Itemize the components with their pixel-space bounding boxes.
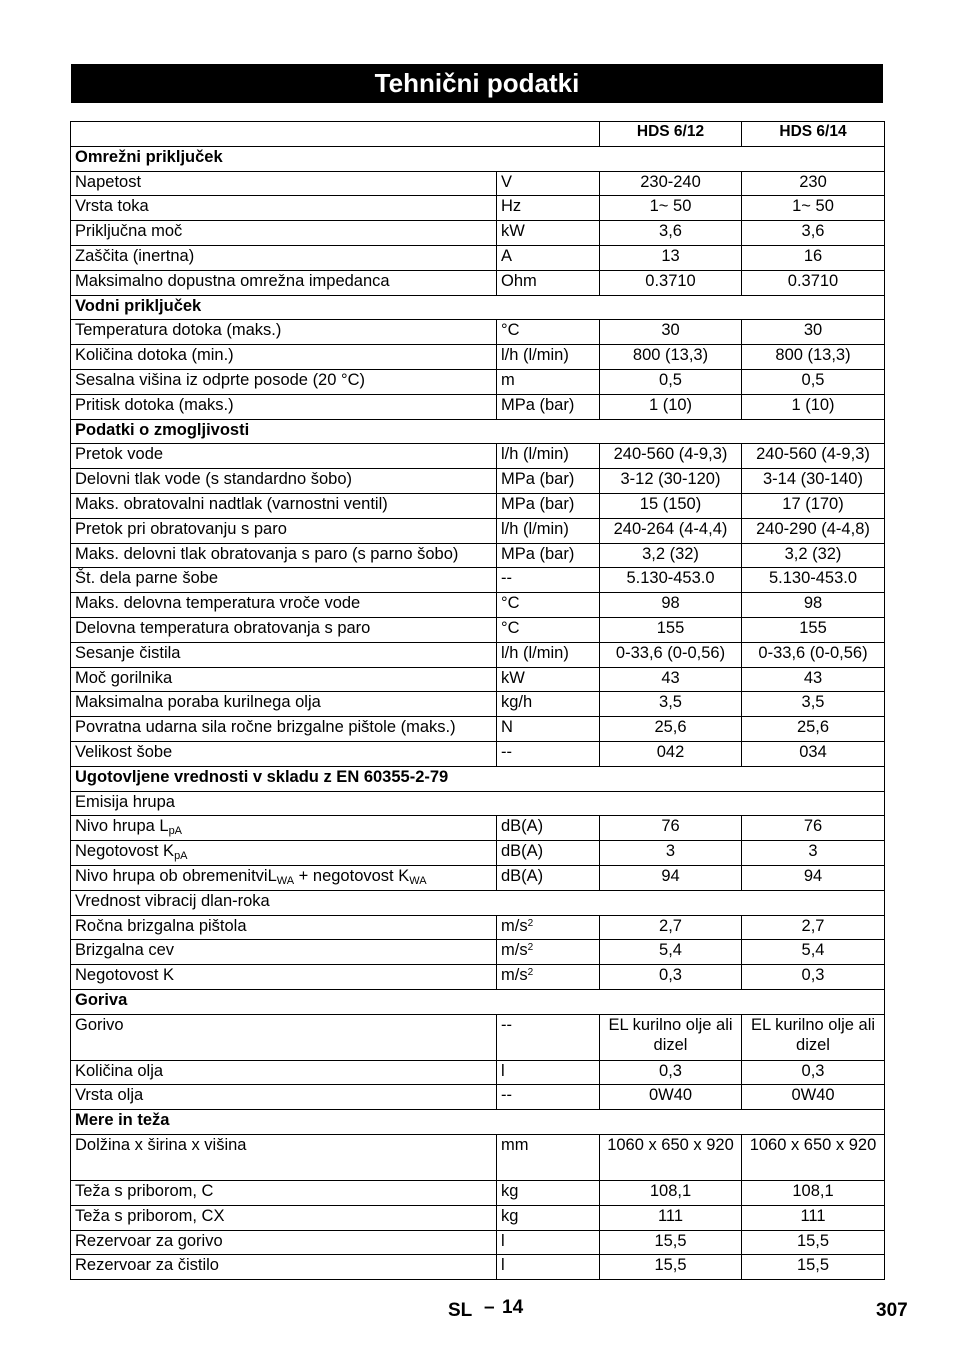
row-label: Št. dela parne šobe: [75, 569, 219, 588]
row-value-hds-6-14: 17 (170): [742, 493, 885, 518]
table-row: [71, 642, 885, 667]
row-label-cell: [71, 717, 497, 742]
row-label-cell: [71, 940, 497, 965]
row-value-hds-6-12: 43: [600, 667, 742, 692]
row-value-hds-6-14: 94: [742, 865, 885, 890]
row-unit: MPa (bar): [501, 544, 575, 563]
row-value-hds-6-12: 1~ 50: [600, 196, 742, 221]
table-row: [71, 171, 885, 196]
row-label-cell: [71, 617, 497, 642]
footer-dash: –: [484, 1297, 495, 1318]
row-unit: MPa (bar): [501, 494, 575, 513]
row-label-cell: [71, 642, 497, 667]
row-unit-cell: [497, 270, 600, 295]
section-title: Ugotovljene vrednosti v skladu z EN 60355-2-79: [71, 766, 885, 791]
row-label: Temperatura dotoka (maks.): [75, 321, 282, 340]
row-value-hds-6-12: 240-560 (4-9,3): [600, 444, 742, 469]
row-label-cell: [71, 1205, 497, 1230]
row-label: Moč gorilnika: [75, 668, 173, 687]
row-unit: Hz: [501, 197, 522, 216]
section-row: [71, 766, 885, 791]
table-row: [71, 518, 885, 543]
row-unit-cell: [497, 221, 600, 246]
row-unit: m: [501, 370, 515, 389]
row-value-hds-6-12: 5.130-453.0: [600, 568, 742, 593]
row-unit-cell: [497, 320, 600, 345]
row-value-hds-6-14: 0W40: [742, 1085, 885, 1110]
section-row: [71, 989, 885, 1014]
table-header-row: [71, 122, 885, 147]
row-label: Sesalna višina iz odprte posode (20 °C): [75, 370, 366, 389]
footer-total-page: 307: [876, 1300, 908, 1321]
row-unit: m/s: [501, 941, 528, 960]
footer-language: SL: [448, 1300, 473, 1321]
row-label: Pritisk dotoka (maks.): [75, 395, 234, 414]
row-value-hds-6-12: 15,5: [600, 1255, 742, 1280]
row-unit: --: [501, 569, 512, 588]
row-value-hds-6-14: 0,3: [742, 1060, 885, 1085]
row-label-cell: [71, 965, 497, 990]
row-value-hds-6-12: 3,6: [600, 221, 742, 246]
row-unit: l/h (l/min): [501, 643, 569, 662]
row-label-cell: [71, 1181, 497, 1206]
row-label: Brizgalna cev: [75, 941, 175, 960]
row-unit: dB(A): [501, 866, 544, 885]
table-row: [71, 245, 885, 270]
row-value-hds-6-14: 0-33,6 (0-0,56): [742, 642, 885, 667]
row-value-hds-6-14: 15,5: [742, 1230, 885, 1255]
table-row: [71, 791, 885, 816]
row-unit-cell: [497, 865, 600, 890]
row-unit-superscript: 2: [527, 967, 534, 979]
table-row: [71, 221, 885, 246]
row-unit-cell: [497, 568, 600, 593]
row-unit: N: [501, 718, 513, 737]
row-label-cell: [71, 345, 497, 370]
row-label: Nivo hrupa L: [75, 817, 169, 836]
row-value-hds-6-14: 98: [742, 593, 885, 618]
row-label-subscript: pA: [168, 825, 183, 838]
row-label: Vrsta toka: [75, 197, 149, 216]
row-unit-cell: [497, 816, 600, 841]
row-label-cell: [71, 667, 497, 692]
row-label-cell: [71, 1135, 497, 1181]
row-value-hds-6-12: 5,4: [600, 940, 742, 965]
row-value-hds-6-12: 240-264 (4-4,4): [600, 518, 742, 543]
row-label-subscript: WA: [276, 874, 295, 887]
row-unit-cell: [497, 1060, 600, 1085]
row-label-cell: [71, 270, 497, 295]
row-value-hds-6-14: 034: [742, 741, 885, 766]
table-row: [71, 890, 885, 915]
table-row: [71, 965, 885, 990]
row-unit: l/h (l/min): [501, 445, 569, 464]
section-row: [71, 146, 885, 171]
row-label-cell: [71, 915, 497, 940]
row-label: Velikost šobe: [75, 742, 173, 761]
row-unit: dB(A): [501, 842, 544, 861]
table-row: [71, 1085, 885, 1110]
row-value-hds-6-14: 230: [742, 171, 885, 196]
row-value-hds-6-14: 76: [742, 816, 885, 841]
row-label: Negotovost K: [75, 966, 175, 985]
row-unit: l/h (l/min): [501, 346, 569, 365]
section-row: [71, 1110, 885, 1135]
row-unit-cell: [497, 369, 600, 394]
row-label-continued: + negotovost K: [294, 866, 410, 885]
row-value-hds-6-14: 1060 x 650 x 920: [742, 1135, 885, 1181]
row-unit-cell: [497, 394, 600, 419]
spec-table-body: [71, 122, 885, 1280]
row-value-hds-6-14: 108,1: [742, 1181, 885, 1206]
row-value-hds-6-14: 1~ 50: [742, 196, 885, 221]
row-value-hds-6-12: 13: [600, 245, 742, 270]
spec-table: [70, 121, 885, 1280]
row-unit-cell: [497, 1014, 600, 1060]
section-title: Goriva: [71, 989, 885, 1014]
row-unit: kg: [501, 1206, 519, 1225]
row-unit-cell: [497, 1085, 600, 1110]
row-value-hds-6-14: 5.130-453.0: [742, 568, 885, 593]
row-unit-cell: [497, 1230, 600, 1255]
row-label-cell: [71, 741, 497, 766]
row-label-subscript-2: WA: [409, 874, 427, 887]
row-label: Delovna temperatura obratovanja s paro: [75, 618, 371, 637]
table-row: [71, 543, 885, 568]
table-row: [71, 593, 885, 618]
table-row: [71, 617, 885, 642]
header-model-2: HDS 6/14: [742, 122, 885, 147]
footer-page-number: 14: [502, 1297, 524, 1318]
row-value-hds-6-12: 0.3710: [600, 270, 742, 295]
row-label: Priključna moč: [75, 222, 183, 241]
row-unit: dB(A): [501, 817, 544, 836]
row-unit: m/s: [501, 916, 528, 935]
row-unit-cell: [497, 171, 600, 196]
table-row: [71, 444, 885, 469]
table-row: [71, 741, 885, 766]
row-value-hds-6-14: 3,6: [742, 221, 885, 246]
row-value-hds-6-14: 800 (13,3): [742, 345, 885, 370]
row-unit: °C: [501, 618, 520, 637]
row-unit-cell: [497, 245, 600, 270]
row-label-cell: [71, 1085, 497, 1110]
row-label-cell: [71, 1060, 497, 1085]
row-value-hds-6-12: 0,3: [600, 1060, 742, 1085]
row-unit-cell: [497, 841, 600, 866]
row-label: Pretok vode: [75, 445, 164, 464]
row-value-hds-6-14: 15,5: [742, 1255, 885, 1280]
row-value-hds-6-12: 0W40: [600, 1085, 742, 1110]
row-unit: kg/h: [501, 693, 533, 712]
row-unit: kg: [501, 1182, 519, 1201]
row-label-cell: [71, 493, 497, 518]
row-value-hds-6-12: 0,5: [600, 369, 742, 394]
table-row: [71, 841, 885, 866]
row-label-cell: [71, 444, 497, 469]
row-value-hds-6-12: 76: [600, 816, 742, 841]
row-unit-cell: [497, 940, 600, 965]
row-unit: °C: [501, 321, 520, 340]
row-unit: l: [501, 1231, 505, 1250]
row-value-hds-6-14: 3-14 (30-140): [742, 469, 885, 494]
table-row: [71, 915, 885, 940]
row-value-hds-6-12: 3,2 (32): [600, 543, 742, 568]
page-title: Tehnični podatki: [71, 64, 883, 103]
row-value-hds-6-12: 1 (10): [600, 394, 742, 419]
row-label: Količina olja: [75, 1061, 164, 1080]
row-label-cell: [71, 518, 497, 543]
row-value-hds-6-14: 30: [742, 320, 885, 345]
row-label: Ročna brizgalna pištola: [75, 916, 247, 935]
row-label: Maks. obratovalni nadtlak (varnostni ventil): [75, 494, 388, 513]
row-value-hds-6-14: 3,2 (32): [742, 543, 885, 568]
row-value-hds-6-12: 155: [600, 617, 742, 642]
header-model-1: HDS 6/12: [600, 122, 742, 147]
row-label-cell: [71, 1014, 497, 1060]
row-unit-superscript: 2: [527, 917, 534, 929]
section-row: [71, 295, 885, 320]
row-value-hds-6-12: 3-12 (30-120): [600, 469, 742, 494]
row-unit: m/s: [501, 966, 528, 985]
row-unit: °C: [501, 594, 520, 613]
table-row: [71, 469, 885, 494]
section-title: Vodni priključek: [71, 295, 885, 320]
row-label-subscript: pA: [174, 850, 188, 863]
row-label-cell: [71, 593, 497, 618]
row-value-hds-6-14: 0.3710: [742, 270, 885, 295]
row-unit-cell: [497, 593, 600, 618]
subsection-label: Emisija hrupa: [71, 791, 885, 816]
row-label: Povratna udarna sila ročne brizgalne pištole (maks.): [75, 718, 456, 737]
row-unit: l: [501, 1256, 505, 1275]
row-unit-cell: [497, 1135, 600, 1181]
row-label-cell: [71, 320, 497, 345]
table-row: [71, 270, 885, 295]
row-unit-cell: [497, 1181, 600, 1206]
row-value-hds-6-12: 30: [600, 320, 742, 345]
table-row: [71, 394, 885, 419]
row-unit: Ohm: [501, 271, 537, 290]
row-label: Količina dotoka (min.): [75, 346, 234, 365]
row-value-hds-6-14: 155: [742, 617, 885, 642]
table-row: [71, 692, 885, 717]
row-unit-cell: [497, 741, 600, 766]
row-value-hds-6-12: 1060 x 650 x 920: [600, 1135, 742, 1181]
row-value-hds-6-14: 2,7: [742, 915, 885, 940]
row-value-hds-6-12: 98: [600, 593, 742, 618]
row-unit: mm: [501, 1136, 529, 1155]
row-value-hds-6-14: 3,5: [742, 692, 885, 717]
row-unit: kW: [501, 668, 525, 687]
subsection-label: Vrednost vibracij dlan-roka: [71, 890, 885, 915]
row-unit-cell: [497, 915, 600, 940]
table-row: [71, 1135, 885, 1181]
header-empty-cell: [71, 122, 600, 147]
row-label: Nivo hrupa ob obremenitviL: [75, 866, 277, 885]
row-unit: MPa (bar): [501, 470, 575, 489]
row-value-hds-6-12: 15 (150): [600, 493, 742, 518]
row-value-hds-6-12: 111: [600, 1205, 742, 1230]
row-label: Pretok pri obratovanju s paro: [75, 519, 287, 538]
row-label: Dolžina x širina x višina: [75, 1136, 247, 1155]
row-label: Gorivo: [75, 1015, 124, 1034]
table-row: [71, 493, 885, 518]
row-unit: kW: [501, 222, 525, 241]
row-value-hds-6-14: 0,5: [742, 369, 885, 394]
row-label: Delovni tlak vode (s standardno šobo): [75, 470, 352, 489]
row-value-hds-6-14: EL kurilno olje ali dizel: [742, 1014, 885, 1060]
row-label: Vrsta olja: [75, 1086, 144, 1105]
row-value-hds-6-12: EL kurilno olje ali dizel: [600, 1014, 742, 1060]
row-unit-cell: [497, 642, 600, 667]
table-row: [71, 1181, 885, 1206]
table-row: [71, 345, 885, 370]
row-value-hds-6-12: 042: [600, 741, 742, 766]
row-label-cell: [71, 543, 497, 568]
row-label: Sesanje čistila: [75, 643, 181, 662]
row-value-hds-6-12: 108,1: [600, 1181, 742, 1206]
row-value-hds-6-12: 2,7: [600, 915, 742, 940]
row-value-hds-6-14: 25,6: [742, 717, 885, 742]
row-value-hds-6-14: 3: [742, 841, 885, 866]
table-row: [71, 1060, 885, 1085]
row-unit-cell: [497, 444, 600, 469]
table-row: [71, 369, 885, 394]
row-unit: l: [501, 1061, 505, 1080]
row-label-cell: [71, 369, 497, 394]
row-value-hds-6-14: 16: [742, 245, 885, 270]
row-unit-superscript: 2: [527, 942, 534, 954]
row-label-cell: [71, 692, 497, 717]
row-unit-cell: [497, 518, 600, 543]
row-label-cell: [71, 1255, 497, 1280]
row-label: Negotovost K: [75, 842, 175, 861]
row-label-cell: [71, 221, 497, 246]
row-unit: --: [501, 1015, 512, 1034]
row-unit: MPa (bar): [501, 395, 575, 414]
row-unit: V: [501, 172, 513, 191]
row-label-cell: [71, 1230, 497, 1255]
row-value-hds-6-14: 240-290 (4-4,8): [742, 518, 885, 543]
row-unit-cell: [497, 1255, 600, 1280]
row-label: Zaščita (inertna): [75, 246, 195, 265]
section-row: [71, 419, 885, 444]
row-unit-cell: [497, 345, 600, 370]
row-label: Maksimalna poraba kurilnega olja: [75, 693, 321, 712]
row-label: Maks. delovni tlak obratovanja s paro (s parno šobo): [75, 544, 459, 563]
row-value-hds-6-14: 0,3: [742, 965, 885, 990]
table-row: [71, 1255, 885, 1280]
row-unit-cell: [497, 717, 600, 742]
row-label-cell: [71, 816, 497, 841]
row-unit: --: [501, 742, 512, 761]
row-label-cell: [71, 469, 497, 494]
row-label: Maks. delovna temperatura vroče vode: [75, 594, 361, 613]
row-label: Teža s priborom, C: [75, 1182, 214, 1201]
row-label-cell: [71, 245, 497, 270]
section-title: Mere in teža: [71, 1110, 885, 1135]
row-value-hds-6-12: 0,3: [600, 965, 742, 990]
table-row: [71, 865, 885, 890]
row-unit: l/h (l/min): [501, 519, 569, 538]
row-unit-cell: [497, 196, 600, 221]
row-unit-cell: [497, 667, 600, 692]
row-value-hds-6-14: 1 (10): [742, 394, 885, 419]
row-unit-cell: [497, 543, 600, 568]
row-value-hds-6-12: 94: [600, 865, 742, 890]
section-title: Omrežni priključek: [71, 146, 885, 171]
row-value-hds-6-12: 3: [600, 841, 742, 866]
row-unit: A: [501, 246, 513, 265]
row-label-cell: [71, 865, 497, 890]
table-row: [71, 320, 885, 345]
section-title: Podatki o zmogljivosti: [71, 419, 885, 444]
row-label-cell: [71, 394, 497, 419]
row-unit-cell: [497, 617, 600, 642]
row-label: Maksimalno dopustna omrežna impedanca: [75, 271, 390, 290]
row-label-cell: [71, 841, 497, 866]
table-row: [71, 667, 885, 692]
row-value-hds-6-14: 240-560 (4-9,3): [742, 444, 885, 469]
row-value-hds-6-12: 0-33,6 (0-0,56): [600, 642, 742, 667]
table-row: [71, 1205, 885, 1230]
row-value-hds-6-12: 15,5: [600, 1230, 742, 1255]
table-row: [71, 1014, 885, 1060]
table-row: [71, 1230, 885, 1255]
row-value-hds-6-12: 800 (13,3): [600, 345, 742, 370]
table-row: [71, 196, 885, 221]
row-value-hds-6-12: 25,6: [600, 717, 742, 742]
row-label-cell: [71, 196, 497, 221]
row-unit-cell: [497, 469, 600, 494]
table-row: [71, 940, 885, 965]
row-label: Rezervoar za gorivo: [75, 1231, 223, 1250]
row-value-hds-6-14: 111: [742, 1205, 885, 1230]
table-row: [71, 568, 885, 593]
table-row: [71, 717, 885, 742]
row-unit-cell: [497, 493, 600, 518]
row-unit-cell: [497, 692, 600, 717]
row-unit-cell: [497, 1205, 600, 1230]
row-unit: --: [501, 1086, 512, 1105]
row-value-hds-6-14: 5,4: [742, 940, 885, 965]
row-value-hds-6-12: 230-240: [600, 171, 742, 196]
row-value-hds-6-14: 43: [742, 667, 885, 692]
row-unit-cell: [497, 965, 600, 990]
row-label-cell: [71, 568, 497, 593]
row-label: Teža s priborom, CX: [75, 1206, 225, 1225]
row-label: Rezervoar za čistilo: [75, 1256, 219, 1275]
row-label-cell: [71, 171, 497, 196]
table-row: [71, 816, 885, 841]
row-value-hds-6-12: 3,5: [600, 692, 742, 717]
row-label: Napetost: [75, 172, 142, 191]
